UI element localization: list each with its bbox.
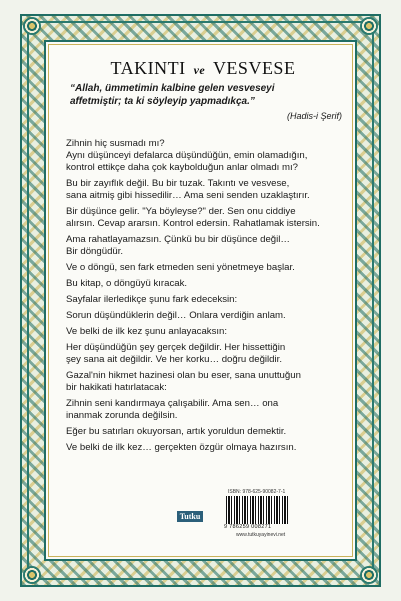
corner-rosette-icon [23,566,41,584]
corner-rosette-icon [360,17,378,35]
title-left: TAKINTI [110,58,186,78]
corner-rosette-icon [360,566,378,584]
quote-source: (Hadis-i Şerif) [286,111,342,121]
body-line: Her düşündüğün şey gerçek değildir. Her hissettiğin [66,342,286,353]
body-line: şey sana ait değildir. Ve her korku… doğru değildir. [66,354,282,365]
body-line: Gazal'nin hikmet hazinesi olan bu eser, sana unuttuğun [66,370,301,381]
quote-line: affetmiştir; ta ki söyleyip yapmadıkça.” [70,96,255,107]
barcode [226,496,288,524]
body-line: kontrol ettikçe daha çok kaybolduğun anlar olmadı mı? [66,162,298,173]
publisher-logo: Tutku [177,511,203,522]
body-line: inanmak zorunda değilsin. [66,410,178,421]
body-line: sana aitmiş gibi hissedilir… Ama seni senden uzaklaştırır. [66,190,310,201]
title-connector: ve [193,63,206,77]
body-line: Ama rahatlayamazsın. Çünkü bu bir düşünce değil… [66,234,290,245]
body-line: Eğer bu satırları okuyorsan, artık yoruldun demektir. [66,426,287,437]
body-line: Bir düşünce gelir. "Ya böyleyse?" der. Sen onu ciddiye [66,206,296,217]
quote-line: “Allah, ümmetimin kalbine gelen vesveseyi [70,83,275,94]
body-line: Ve o döngü, sen fark etmeden seni yönetmeye başlar. [66,262,295,273]
body-line: Aynı düşünceyi defalarca düşündüğün, emin olamadığın, [66,150,308,161]
body-line: Ve belki de ilk kez şunu anlayacaksın: [66,326,228,337]
title-right: VESVESE [212,58,296,78]
body-line: Sayfalar ilerledikçe şunu fark edeceksin: [66,294,238,305]
body-line: Bu bir zayıflık değil. Bu bir tuzak. Takıntı ve vesvese, [66,178,290,189]
publisher-website: www.tutkuyayinevi.net [236,532,286,538]
body-line: Bu kitap, o döngüyü kıracak. [66,278,188,289]
body-line: Bir döngüdür. [66,246,124,257]
hadith-quote [70,82,346,108]
body-line: Ve belki de ilk kez… gerçekten özgür olmaya hazırsın. [66,442,297,453]
body-line: Zihnin hiç susmadı mı? [66,138,165,149]
barcode-digits: 9 786259 008271 [224,524,272,530]
isbn-text: ISBN: 978-625-90082-7-1 [228,489,286,495]
body-line: Zihnin seni kandırmaya çalışabilir. Ama sen… ona [66,398,279,409]
corner-rosette-icon [23,17,41,35]
body-line: bir hakikati hatırlatacak: [66,382,167,393]
book-title [62,58,344,79]
body-line: Sorun düşündüklerin değil… Onlara verdiğin anlam. [66,310,286,321]
body-line: alırsın. Cevap ararsın. Kontrol edersin. Rahatlamak istersin. [66,218,320,229]
